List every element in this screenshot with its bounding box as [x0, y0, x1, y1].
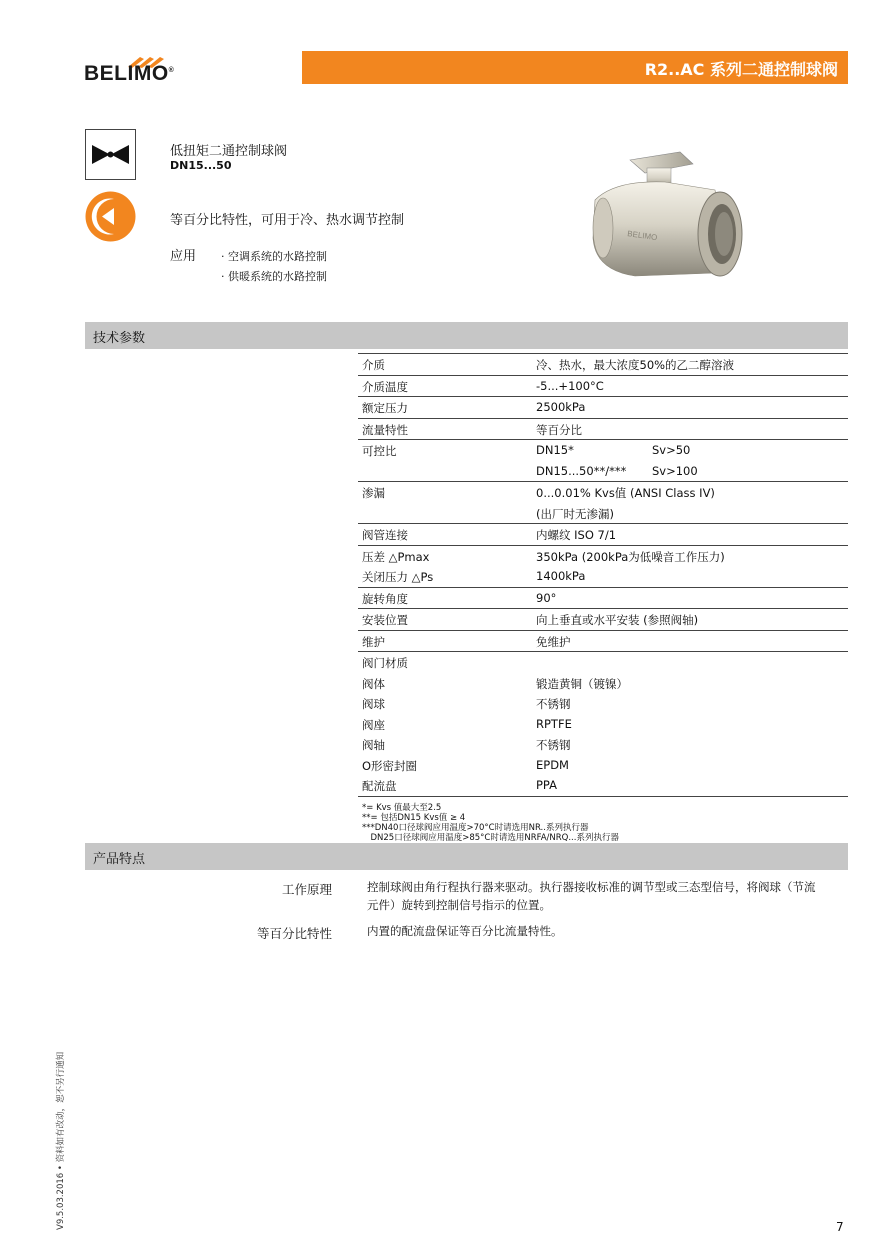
- spec-row: (出厂时无渗漏): [358, 503, 848, 525]
- belimo-logo: [84, 54, 174, 88]
- feature-label: 等百分比特性: [256, 926, 332, 941]
- spec-row: 阀轴 不锈钢: [362, 738, 571, 752]
- spec-table: [358, 353, 848, 843]
- application-item: · 供暖系统的水路控制: [221, 270, 327, 283]
- page-number: 7: [836, 1220, 844, 1234]
- product-name: 低扭矩二通控制球阀: [170, 144, 288, 159]
- product-feature: 等百分比特性，可用于冷、热水调节控制: [170, 213, 405, 228]
- spec-row: 介质 冷、热水，最大浓度50%的乙二醇溶液: [358, 353, 848, 376]
- spec-row: 旋转角度 90°: [358, 588, 848, 610]
- ball-valve-symbol-icon: [85, 129, 136, 180]
- spec-row: 可控比 DN15* Sv>50: [362, 443, 691, 458]
- footnote: **= 包括DN15 Kvs值 ≥ 4: [362, 812, 466, 823]
- spec-row: 维护 免维护: [358, 631, 848, 653]
- application-item: · 空调系统的水路控制: [221, 250, 327, 263]
- spec-row: 阀管连接 内螺纹 ISO 7/1: [358, 524, 848, 546]
- spec-row: 阀座 RPTFE: [362, 716, 572, 732]
- page-title: R2..AC 系列二通控制球阀: [644, 60, 838, 79]
- tech-section-title: 技术参数: [93, 331, 146, 346]
- brand-name: BELIMO®: [84, 62, 175, 85]
- spec-row: DN15...50**/*** Sv>100: [358, 461, 848, 483]
- valve-photo: [575, 148, 750, 288]
- spec-row: 流量特性 等百分比: [358, 419, 848, 441]
- spec-row: 配流盘 PPA: [358, 775, 848, 797]
- equal-percentage-icon: [85, 191, 136, 242]
- spec-footnotes: [358, 803, 848, 843]
- feature-label: 工作原理: [281, 882, 332, 897]
- spec-row: 关闭压力 △Ps 1400kPa: [358, 566, 848, 588]
- tech-section-bar: [85, 322, 848, 349]
- footnote: ***DN40口径球阀应用温度>70°C时请选用NR..系列执行器: [362, 822, 589, 833]
- footnote: *= Kvs 值最大至2.5: [362, 802, 442, 813]
- features-section-title: 产品特点: [93, 852, 146, 867]
- header-title-bar: [302, 51, 848, 84]
- spec-row: O形密封圈 EPDM: [362, 757, 569, 773]
- spec-row: 介质温度 -5...+100°C: [358, 376, 848, 398]
- feature-text: 控制球阀由角行程执行器来驱动。执行器接收标准的调节型或三态型信号，将阀球（节流元件）旋转到控制信号指示的位置。: [367, 880, 816, 912]
- svg-text:BELIMO: BELIMO: [626, 229, 658, 243]
- feature-text: 内置的配流盘保证等百分比流量特性。: [367, 924, 563, 938]
- product-size: DN15...50: [170, 159, 232, 172]
- spec-row: 阀门材质: [362, 656, 408, 670]
- spec-row: 渗漏 0...0.01% Kvs值 (ANSI Class IV): [362, 486, 715, 500]
- side-note: V9.5.03.2016 • 资料如有改动，恕不另行通知: [56, 1051, 66, 1230]
- spec-row: 安装位置 向上垂直或水平安装 (参照阀轴): [358, 609, 848, 631]
- spec-row: 压差 △Pmax 350kPa (200kPa为低噪音工作压力): [362, 549, 725, 564]
- footnote: DN25口径球阀应用温度>85°C时请选用NRFA/NRQ...系列执行器: [362, 832, 619, 843]
- spec-row: 额定压力 2500kPa: [358, 397, 848, 419]
- spec-row: 阀体 锻造黄铜（镀镍）: [362, 676, 628, 691]
- spec-row: 阀球 不锈钢: [362, 697, 571, 711]
- features-section-bar: [85, 843, 848, 870]
- application-label: 应用: [170, 249, 197, 264]
